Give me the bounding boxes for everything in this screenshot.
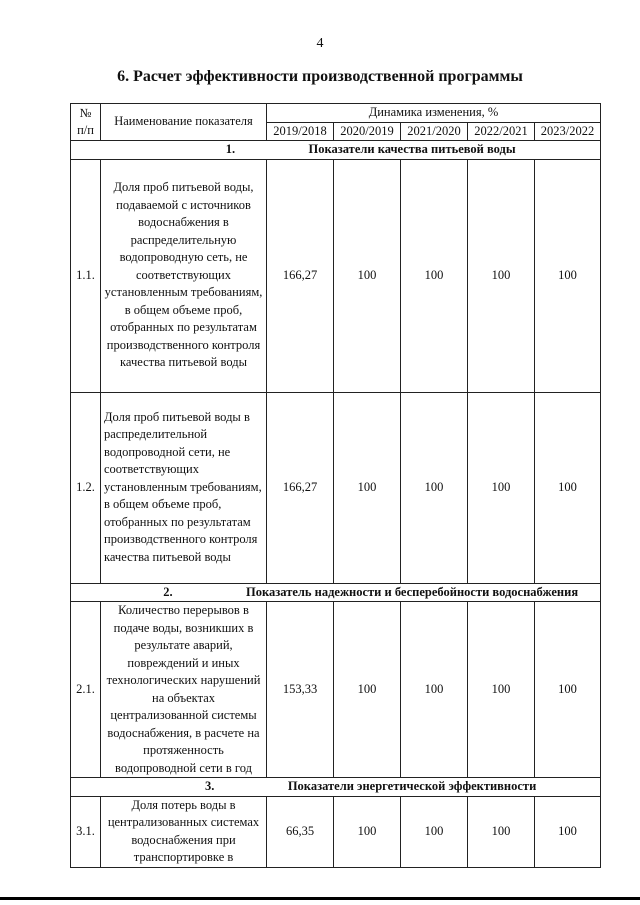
header-name: Наименование показателя — [101, 104, 267, 141]
header-year: 2019/2018 — [267, 122, 334, 141]
section-number: 2. — [163, 584, 173, 599]
value-cell: 100 — [334, 392, 401, 583]
section-row — [71, 583, 601, 602]
header-year: 2023/2022 — [535, 122, 601, 141]
value-cell: 100 — [535, 159, 601, 392]
value-cell: 166,27 — [267, 392, 334, 583]
indicator-name: Доля проб питьевой воды, подаваемой с источников водоснабжения в распределительную водопроводную сеть, не соответствующих установленным требованиям, в общем объеме проб, отобранных по результатам производственного контроля качества питьевой воды — [101, 159, 267, 392]
scan-edge-line — [0, 897, 640, 900]
value-cell: 100 — [401, 392, 468, 583]
value-cell: 100 — [401, 602, 468, 778]
row-number: 2.1. — [71, 602, 101, 778]
table-row — [71, 159, 601, 392]
value-cell: 153,33 — [267, 602, 334, 778]
section-number: 1. — [225, 142, 236, 156]
value-cell: 166,27 — [267, 159, 334, 392]
value-cell: 100 — [468, 796, 535, 867]
header-dynamics: Динамика изменения, % — [267, 104, 601, 123]
value-cell: 100 — [334, 602, 401, 778]
section-title: Показатель надежности и бесперебойности водоснабжения — [246, 584, 579, 599]
section-row — [71, 141, 601, 160]
header-year: 2022/2021 — [468, 122, 535, 141]
value-cell: 100 — [535, 392, 601, 583]
value-cell: 100 — [334, 796, 401, 867]
table-row — [71, 796, 601, 867]
section-title: Показатели качества питьевой воды — [308, 142, 516, 156]
table-row — [71, 602, 601, 778]
row-number: 3.1. — [71, 796, 101, 867]
page-number: 4 — [316, 36, 324, 51]
header-year: 2020/2019 — [334, 122, 401, 141]
value-cell: 66,35 — [267, 796, 334, 867]
value-cell: 100 — [535, 796, 601, 867]
indicator-name: Доля потерь воды в централизованных системах водоснабжения при транспортировке в — [101, 796, 267, 867]
value-cell: 100 — [334, 159, 401, 392]
efficiency-table — [70, 103, 601, 868]
value-cell: 100 — [401, 159, 468, 392]
value-cell: 100 — [401, 796, 468, 867]
row-number: 1.1. — [71, 159, 101, 392]
indicator-name: Количество перерывов в подаче воды, возникших в результате аварий, повреждений и иных технологических нарушений на объектах централизованной системы водоснабжения, в расчете на протяженность водопроводной сети в год — [101, 602, 267, 778]
indicator-name: Доля проб питьевой воды в распределительной водопроводной сети, не соответствующих установленным требованиям, в общем объеме проб, отобранных по результатам производственного контроля качества питьевой воды — [101, 392, 267, 583]
section-title: Показатели энергетической эффективности — [287, 779, 537, 793]
value-cell: 100 — [468, 392, 535, 583]
header-year: 2021/2020 — [401, 122, 468, 141]
value-cell: 100 — [468, 159, 535, 392]
page-title: 6. Расчет эффективности производственной программы — [117, 68, 523, 85]
row-number: 1.2. — [71, 392, 101, 583]
section-row — [71, 778, 601, 797]
section-number: 3. — [205, 779, 215, 793]
value-cell: 100 — [535, 602, 601, 778]
header-num: № п/п — [71, 104, 101, 141]
value-cell: 100 — [468, 602, 535, 778]
table-row — [71, 392, 601, 583]
